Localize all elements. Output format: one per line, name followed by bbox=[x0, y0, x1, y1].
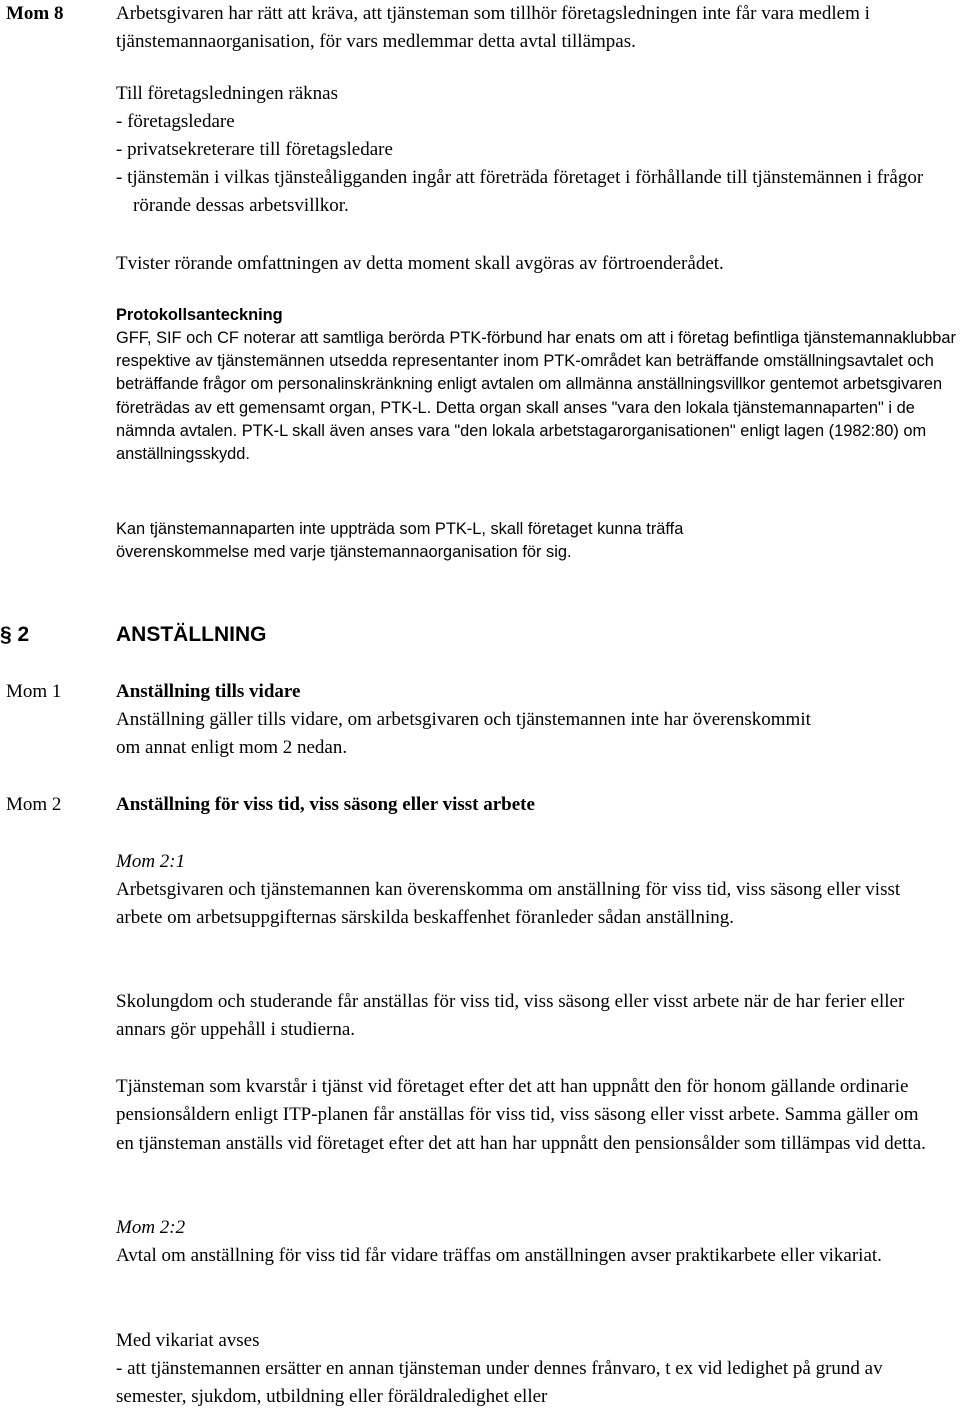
mom1-label: Mom 1 bbox=[6, 681, 62, 702]
mom2-1-paragraph: Tjänsteman som kvarstår i tjänst vid företaget efter det att han uppnått den för honom gällande ordinarie pensionsåldern enligt ITP-planen får anställas för viss tid, viss säsong eller visst arbete. Samma gäller om en tjänsteman anställs vid företaget efter det att han har uppnått den pensionsålder som tillämpas vid detta. bbox=[116, 1076, 926, 1154]
protocol-text: GFF, SIF och CF noterar att samtliga berörda PTK-förbund har enats om att i företag befintliga tjänstemannaklubbar respektive av tjänstemännen utsedda representanter inom PTK-området kan beträffande omställningsavtalet och beträffande frågor om personalinskränkning enligt avtalen om allmänna anställningsvillkor gentemot arbetsgivaren företrädas av ett gemensamt organ, PTK-L. Detta organ skall anses "vara den lokala tjänstemannaparten" i de nämnda avtalen. PTK-L skall även anses vara "den lokala arbetstagarorganisationen" enligt lagen (1982:80) om anställningsskydd. bbox=[116, 329, 956, 464]
mom2-2-paragraph: - att tjänstemannen ersätter en annan tjänsteman under dennes frånvaro, t ex vid ledighet på grund av semester, sjukdom, utbildning eller föräldraledighet eller bbox=[116, 1358, 883, 1408]
mom2-1-paragraph: Skolungdom och studerande får anställas för viss tid, viss säsong eller visst arbete när de har ferier eller annars gör uppehåll i studierna. bbox=[116, 991, 905, 1041]
section-symbol: § bbox=[0, 623, 12, 646]
mom2-heading: Anställning för viss tid, viss säsong eller visst arbete bbox=[116, 794, 535, 815]
list-item: - privatsekreterare till företagsledare bbox=[116, 139, 393, 160]
mom2-1-heading: Mom 2:1 bbox=[116, 851, 186, 872]
protocol-heading: Protokollsanteckning bbox=[116, 306, 283, 324]
mom2-2-heading: Mom 2:2 bbox=[116, 1217, 186, 1238]
list-item: - tjänstemän i vilkas tjänsteåligganden ingår att företräda företaget i förhållande till tjänstemännen i frågor rörande dessas arbetsvillkor. bbox=[116, 167, 924, 217]
mom2-2-paragraph: Med vikariat avses bbox=[116, 1330, 260, 1351]
protocol-text-2: Kan tjänstemannaparten inte uppträda som PTK-L, skall företaget kunna träffa överenskommelse med varje tjänstemannaorganisation för sig. bbox=[116, 520, 684, 562]
mom8-label: Mom 8 bbox=[6, 3, 64, 24]
mom8-text: Arbetsgivaren har rätt att kräva, att tjänsteman som tillhör företagsledningen inte får vara medlem i tjänstemannaorganisation, för vars medlemmar detta avtal tillämpas. bbox=[116, 3, 870, 53]
section-number bbox=[0, 617, 29, 653]
list-item: - företagsledare bbox=[116, 111, 235, 132]
list-intro: Till företagsledningen räknas bbox=[116, 83, 338, 104]
mom2-2-paragraph: Avtal om anställning för viss tid får vidare träffas om anställningen avser praktikarbete eller vikariat. bbox=[116, 1245, 882, 1266]
mom2-label: Mom 2 bbox=[6, 794, 62, 815]
section-number-value: 2 bbox=[17, 623, 30, 646]
section-title: ANSTÄLLNING bbox=[116, 623, 267, 646]
mom2-1-paragraph: Arbetsgivaren och tjänstemannen kan överenskomma om anställning för viss tid, viss säsong eller visst arbete om arbetsuppgifternas särskilda beskaffenhet föranleder sådan anställning. bbox=[116, 879, 901, 929]
disputes-text: Tvister rörande omfattningen av detta moment skall avgöras av förtroenderådet. bbox=[116, 253, 724, 274]
mom1-text: Anställning gäller tills vidare, om arbetsgivaren och tjänstemannen inte har överenskommit om annat enligt mom 2 nedan. bbox=[116, 709, 811, 759]
mom1-heading: Anställning tills vidare bbox=[116, 681, 301, 702]
